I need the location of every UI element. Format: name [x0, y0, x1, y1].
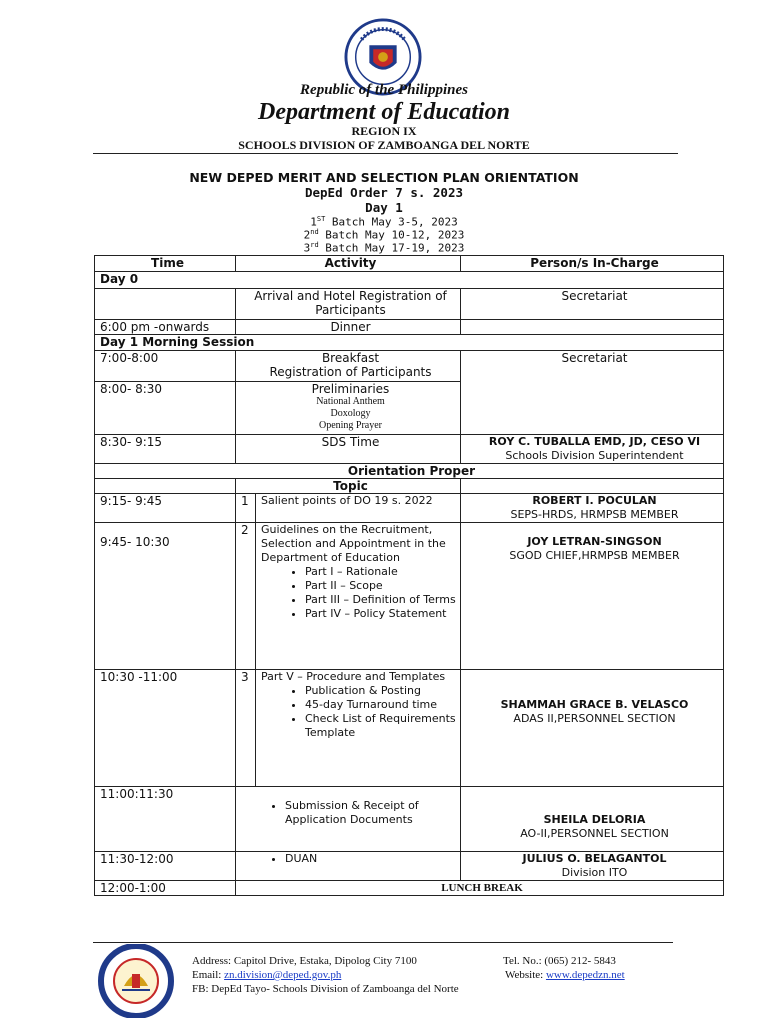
r2-time: 9:45- 10:30 — [100, 535, 170, 549]
r3-time: 10:30 -11:00 — [95, 670, 236, 787]
sds-name: ROY C. TUBALLA EMD, JD, CESO VI — [488, 435, 701, 448]
list-item: • DUAN — [285, 852, 460, 866]
r3-role: ADAS II,PERSONNEL SECTION — [513, 712, 676, 725]
lunch-break: LUNCH BREAK — [236, 881, 724, 896]
r2-role: SGOD CHIEF,HRMPSB MEMBER — [509, 549, 680, 562]
footer-address: Address: Capitol Drive, Estaka, Dipolog City 7100 — [192, 955, 417, 967]
prelim-doxology: Doxology — [330, 408, 371, 419]
table-row — [95, 852, 724, 881]
table-row — [95, 787, 724, 852]
preliminaries-activity — [236, 382, 461, 435]
website-link[interactable]: www.depedzn.net — [545, 969, 625, 981]
email-label: Email: — [192, 969, 225, 981]
r4-time: 11:00:11:30 — [95, 787, 236, 852]
breakfast-label: Breakfast — [321, 351, 380, 365]
r3-person — [461, 670, 724, 787]
header-person: Person/s In-Charge — [461, 256, 724, 272]
table-row — [95, 523, 724, 670]
website-label: Website: — [505, 969, 546, 981]
r2-topic: Guidelines on the Recruitment, Selection and Appointment in the Department of Education — [261, 523, 446, 564]
r4-topic-cell — [236, 787, 461, 852]
r4-items — [241, 799, 460, 827]
list-item: • Part IV – Policy Statement — [305, 607, 460, 621]
arrival-activity: Arrival and Hotel Registration of Participants — [236, 289, 461, 320]
footer-fb: FB: DepEd Tayo- Schools Division of Zamboanga del Norte — [192, 983, 459, 995]
sds-role: Schools Division Superintendent — [505, 449, 684, 462]
region-heading: REGION IX — [351, 124, 417, 138]
r4-role: AO-II,PERSONNEL SECTION — [520, 827, 669, 840]
email-link[interactable]: zn.division@deped.gov.ph — [224, 969, 342, 981]
section-row — [95, 335, 724, 351]
topic-header: Topic — [236, 479, 461, 494]
arrival-person: Secretariat — [461, 289, 724, 320]
r3-topic: Part V – Procedure and Templates — [261, 670, 446, 683]
r5-role: Division ITO — [561, 866, 628, 879]
r1-role: SEPS-HRDS, HRMPSB MEMBER — [510, 508, 679, 521]
header-activity: Activity — [236, 256, 461, 272]
table-row — [95, 351, 724, 382]
sds-activity: SDS Time — [236, 435, 461, 464]
table-row — [95, 494, 724, 523]
table-row — [95, 670, 724, 787]
section-row — [95, 464, 724, 479]
table-header-row — [95, 256, 724, 272]
r5-items — [241, 852, 460, 866]
r4-name: SHEILA DELORIA — [543, 813, 646, 826]
list-item: • 45-day Turnaround time — [305, 698, 460, 712]
lunch-time: 12:00-1:00 — [95, 881, 236, 896]
sds-person — [461, 435, 724, 464]
footer-divider — [93, 942, 673, 943]
breakfast-activity — [236, 351, 461, 382]
list-item: • Submission & Receipt of Application Documents — [285, 799, 460, 827]
r3-topic-cell — [256, 670, 461, 787]
breakfast-time: 7:00-8:00 — [95, 351, 236, 382]
r1-number: 1 — [236, 494, 256, 523]
division-heading: SCHOOLS DIVISION OF ZAMBOANGA DEL NORTE — [238, 138, 530, 152]
footer-email — [192, 969, 341, 981]
r3-items — [261, 684, 460, 740]
day-label: Day 1 — [365, 200, 403, 215]
r2-name: JOY LETRAN-SINGSON — [527, 535, 662, 548]
r5-name: JULIUS O. BELAGANTOL — [522, 852, 667, 865]
prelim-prayer: Opening Prayer — [318, 420, 383, 431]
orientation-proper-label: Orientation Proper — [95, 464, 724, 479]
list-item: • Part III – Definition of Terms — [305, 593, 460, 607]
prelim-anthem: National Anthem — [316, 396, 385, 407]
r2-person — [461, 523, 724, 670]
list-item: • Check List of Requirements Template — [305, 712, 460, 740]
r5-topic-cell — [236, 852, 461, 881]
header-time: Time — [95, 256, 236, 272]
table-row — [95, 289, 724, 320]
republic-heading: Republic of the Philippines — [300, 82, 468, 98]
r4-person — [461, 787, 724, 852]
dinner-time: 6:00 pm -onwards — [95, 320, 236, 335]
r3-number: 3 — [236, 670, 256, 787]
preliminaries-time: 8:00- 8:30 — [95, 382, 236, 435]
table-row — [95, 479, 724, 494]
r2-items — [261, 565, 460, 621]
r1-topic: Salient points of DO 19 s. 2022 — [256, 494, 461, 523]
sds-time: 8:30- 9:15 — [95, 435, 236, 464]
r1-name: ROBERT I. POCULAN — [532, 494, 657, 507]
list-item: • Part I – Rationale — [305, 565, 460, 579]
dinner-activity: Dinner — [236, 320, 461, 335]
header-divider — [93, 153, 678, 154]
deped-order: DepEd Order 7 s. 2023 — [304, 185, 464, 200]
r1-time: 9:15- 9:45 — [95, 494, 236, 523]
r1-person — [461, 494, 724, 523]
division-seal-logo — [96, 944, 176, 1018]
list-item: • Publication & Posting — [305, 684, 460, 698]
r5-person — [461, 852, 724, 881]
footer-tel: Tel. No.: (065) 212- 5843 — [503, 955, 616, 967]
r5-time: 11:30-12:00 — [95, 852, 236, 881]
document-title: NEW DEPED MERIT AND SELECTION PLAN ORIENTATION — [189, 170, 579, 185]
schedule-table — [94, 255, 724, 896]
list-item: • Part II – Scope — [305, 579, 460, 593]
r3-name: SHAMMAH GRACE B. VELASCO — [500, 698, 689, 711]
table-row — [95, 881, 724, 896]
registration-label: Registration of Participants — [269, 365, 432, 379]
batch-2: 2nd Batch May 10-12, 2023 — [303, 228, 465, 242]
breakfast-person: Secretariat — [461, 351, 724, 435]
table-row — [95, 320, 724, 335]
r2-topic-cell — [256, 523, 461, 670]
table-row — [95, 435, 724, 464]
day0-label: Day 0 — [95, 272, 724, 289]
department-heading: Department of Education — [257, 99, 510, 125]
section-row — [95, 272, 724, 289]
morning-session-label: Day 1 Morning Session — [95, 335, 724, 351]
footer-website — [505, 969, 625, 981]
r2-number: 2 — [236, 523, 256, 670]
batch-3: 3rd Batch May 17-19, 2023 — [303, 241, 465, 255]
batch-1: 1ST Batch May 3-5, 2023 — [310, 215, 458, 229]
preliminaries-label: Preliminaries — [311, 382, 390, 396]
